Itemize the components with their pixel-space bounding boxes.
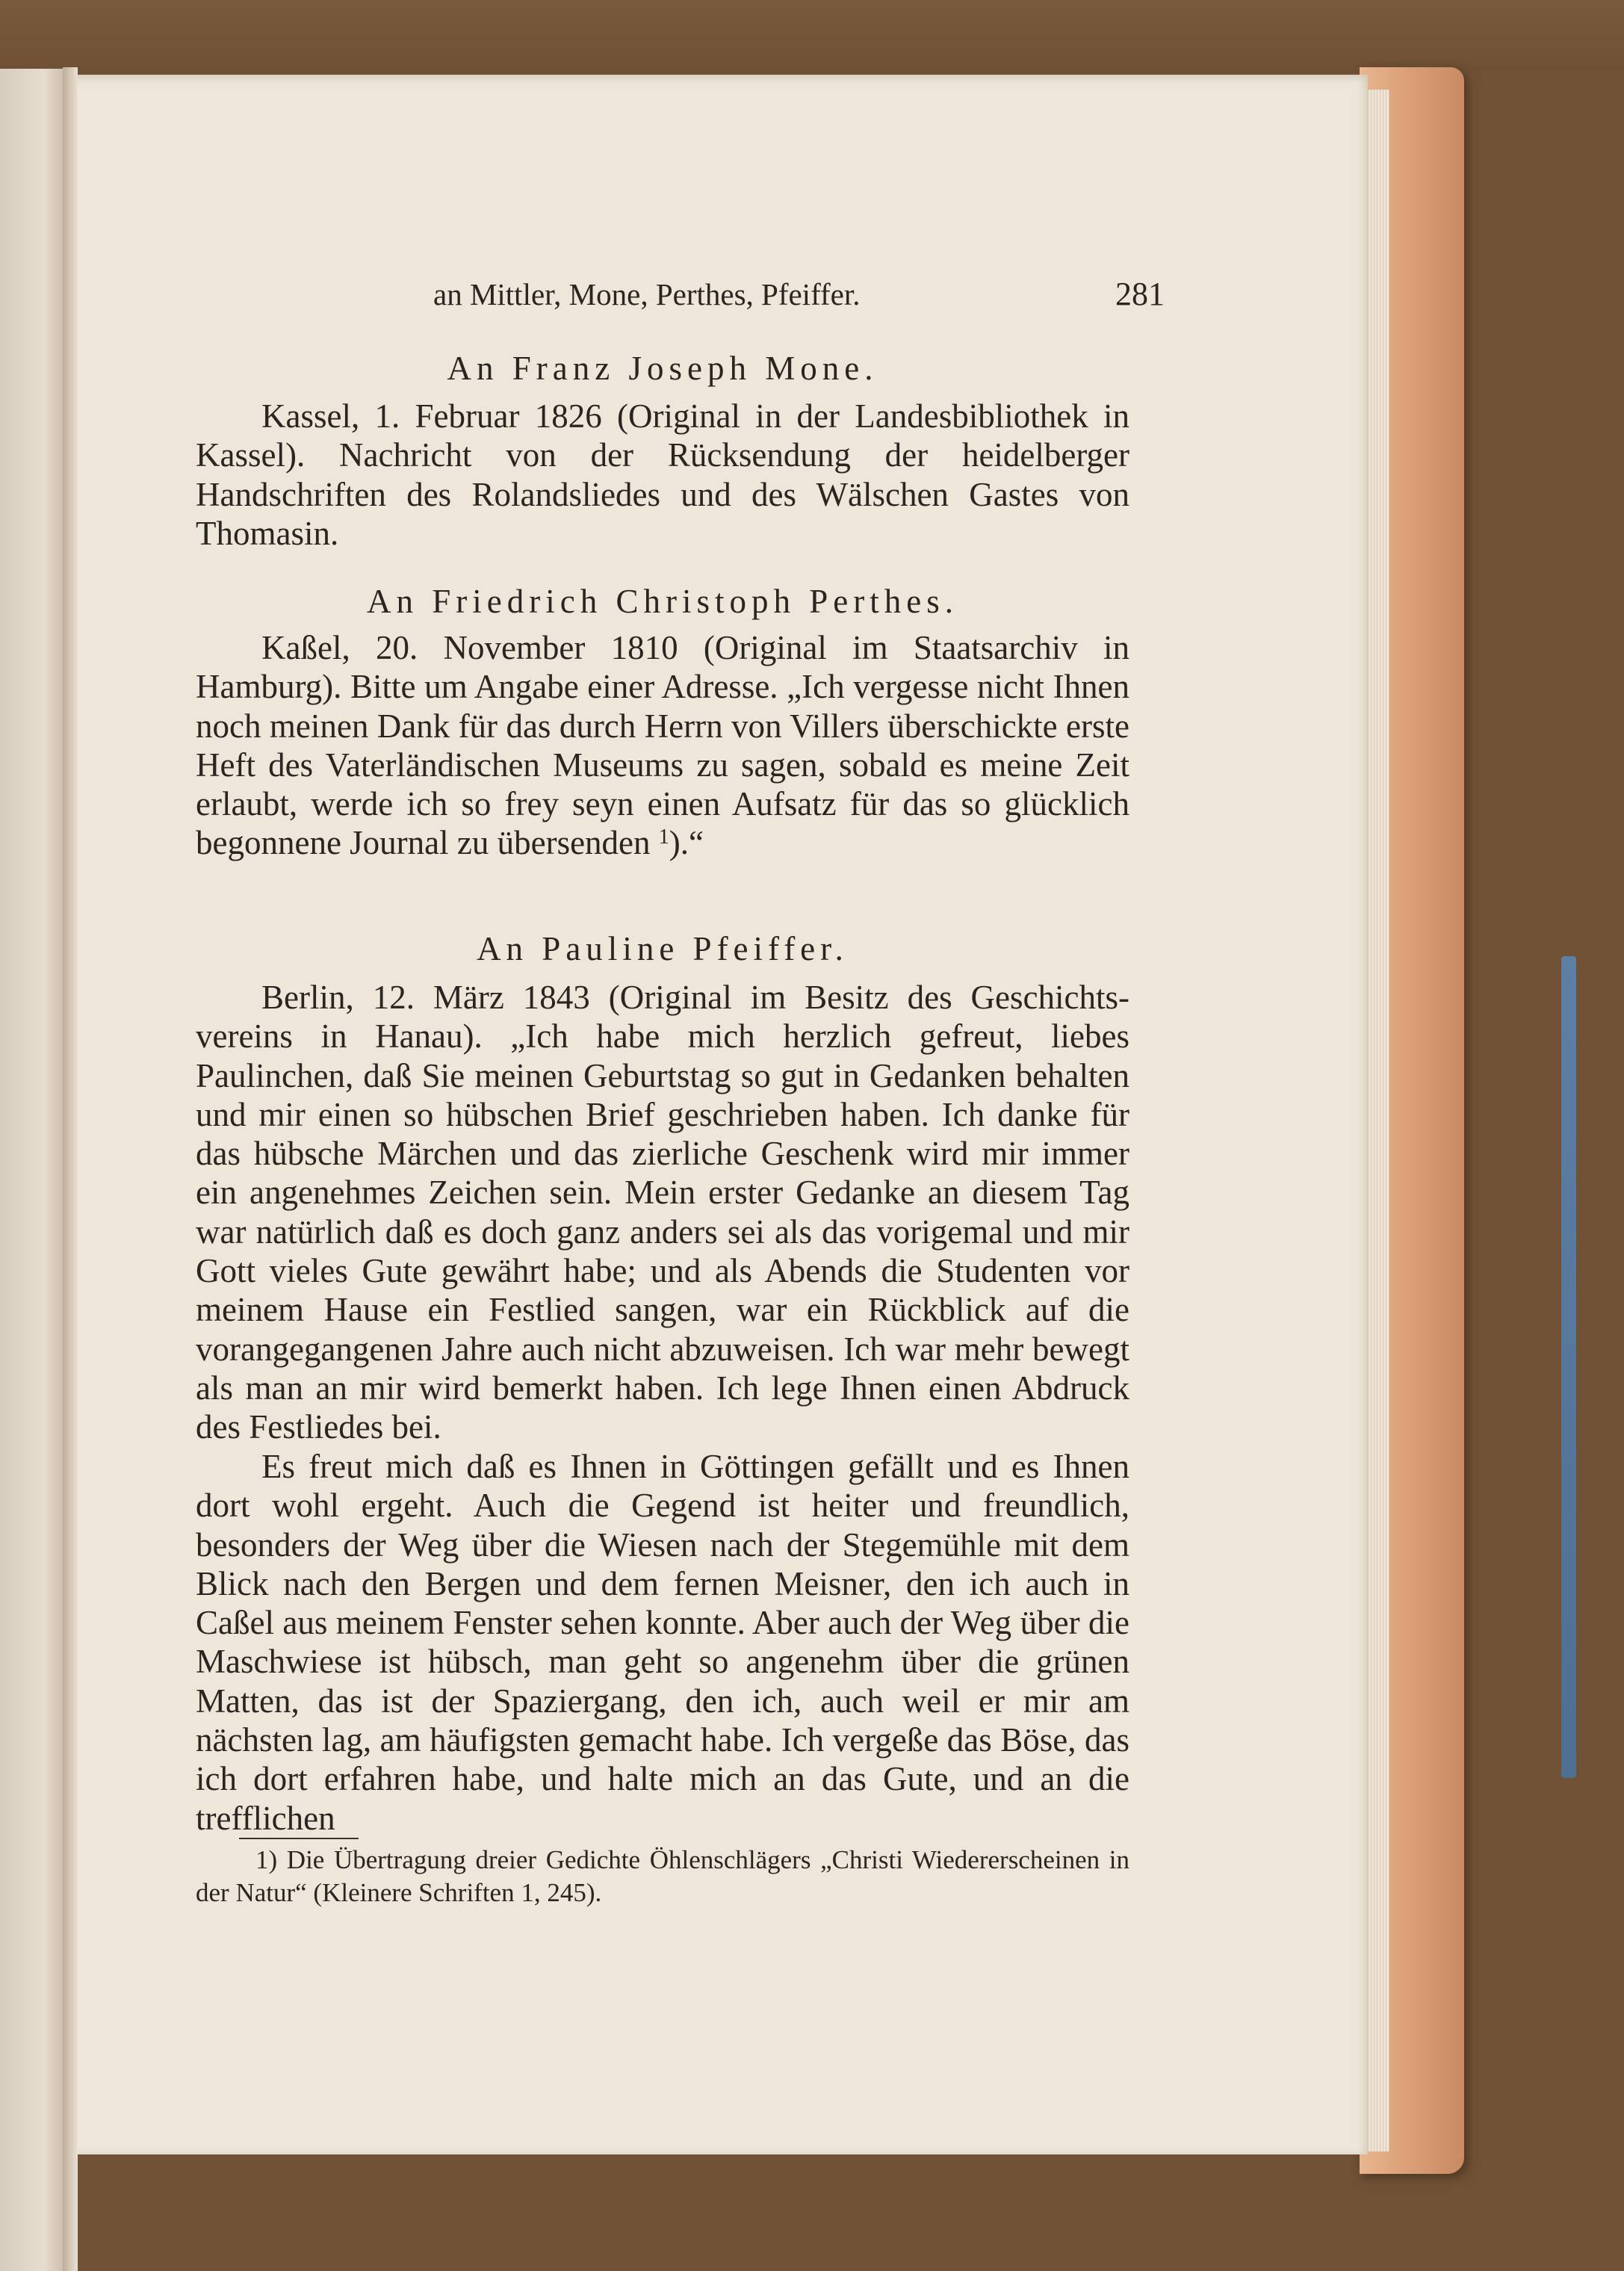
letter-paragraph-perthes [196, 628, 1129, 863]
paragraph-end: ).“ [669, 824, 704, 862]
footnote-text: Die Übertragung dreier Gedichte Öhlenschlägers „Christi Wiedererscheinen in der Natur“ (Kleinere Schriften 1, 245). [196, 1845, 1129, 1907]
running-head: an Mittler, Mone, Perthes, Pfeiffer. [433, 277, 861, 312]
paragraph-text: Kaßel, 20. November 1810 (Original im Staatsarchiv in Hamburg). Bitte um Angabe einer Adresse. „Ich vergesse nicht Ihnen noch meinen Dank für das durch Herrn von Villers überschickte erste Heft des Vaterländischen Museums zu sagen, sobald es meine Zeit erlaubt, werde ich so frey seyn einen Aufsatz für das so glücklich begonnene Journal zu übersenden [196, 629, 1129, 862]
scan-color-strip [1561, 956, 1576, 1778]
page-gutter [63, 67, 78, 2271]
footnote [196, 1844, 1129, 1909]
footnote-marker: 1) [255, 1845, 278, 1874]
letter-paragraph-pfeiffer-1: Berlin, 12. März 1843 (Original im Besitz des Geschichtsvereins in Hanau). „Ich habe mich herzlich gefreut, liebes Paulinchen, daß Sie meinen Geburtstag so gut in Gedanken behalten und mir einen so hübschen Brief geschrieben haben. Ich danke für das hübsche Märchen und das zierliche Geschenk wird mir immer ein angenehmes Zeichen sein. Mein erster Gedanke an diesem Tag war natürlich daß es doch ganz anders sei als das vorigemal und mir Gott vieles Gute gewährt habe; und als Abends die Studenten vor meinem Hause ein Festlied sangen, war ein Rückblick auf die vorangegangenen Jahre auch nicht abzuweisen. Ich war mehr bewegt als man an mir wird bemerkt haben. Ich lege Ihnen einen Abdruck des Festliedes bei. [196, 979, 1129, 1446]
page-number: 281 [1115, 276, 1165, 312]
section-heading-perthes: An Friedrich Christoph Perthes. [367, 583, 958, 620]
left-page-edge [0, 69, 65, 2271]
letter-paragraph-pfeiffer-2: Es freut mich daß es Ihnen in Göttingen gefällt und es Ihnen dort wohl ergeht. Auch die Gegend ist heiter und freundlich, besonders der Weg über die Wiesen nach der Stegemühle mit dem Blick nach den Bergen und dem fernen Meisner, den ich auch in Caßel aus meinem Fenster sehen konnte. Aber auch der Weg über die Maschwiese ist hübsch, man geht so angenehm über die grünen Matten, das ist der Spaziergang, den ich, auch weil er mir am nächsten lag, am häufigsten gemacht habe. Ich vergeße das Böse, das ich dort erfahren habe, und halte mich an das Gute, und an die trefflichen [196, 1448, 1129, 1837]
section-heading-mone: An Franz Joseph Mone. [447, 350, 878, 387]
backdrop [0, 0, 1624, 71]
letter-paragraph-mone: Kassel, 1. Februar 1826 (Original in der Landesbibliothek in Kassel). Nachricht von der Rücksendung der heidelberger Handschriften des Rolandsliedes und des Wälschen Gastes von Thomasin. [196, 397, 1129, 552]
footnote-rule [239, 1838, 359, 1839]
footnote-ref: 1 [658, 825, 669, 849]
section-heading-pfeiffer: An Pauline Pfeiffer. [477, 930, 849, 967]
